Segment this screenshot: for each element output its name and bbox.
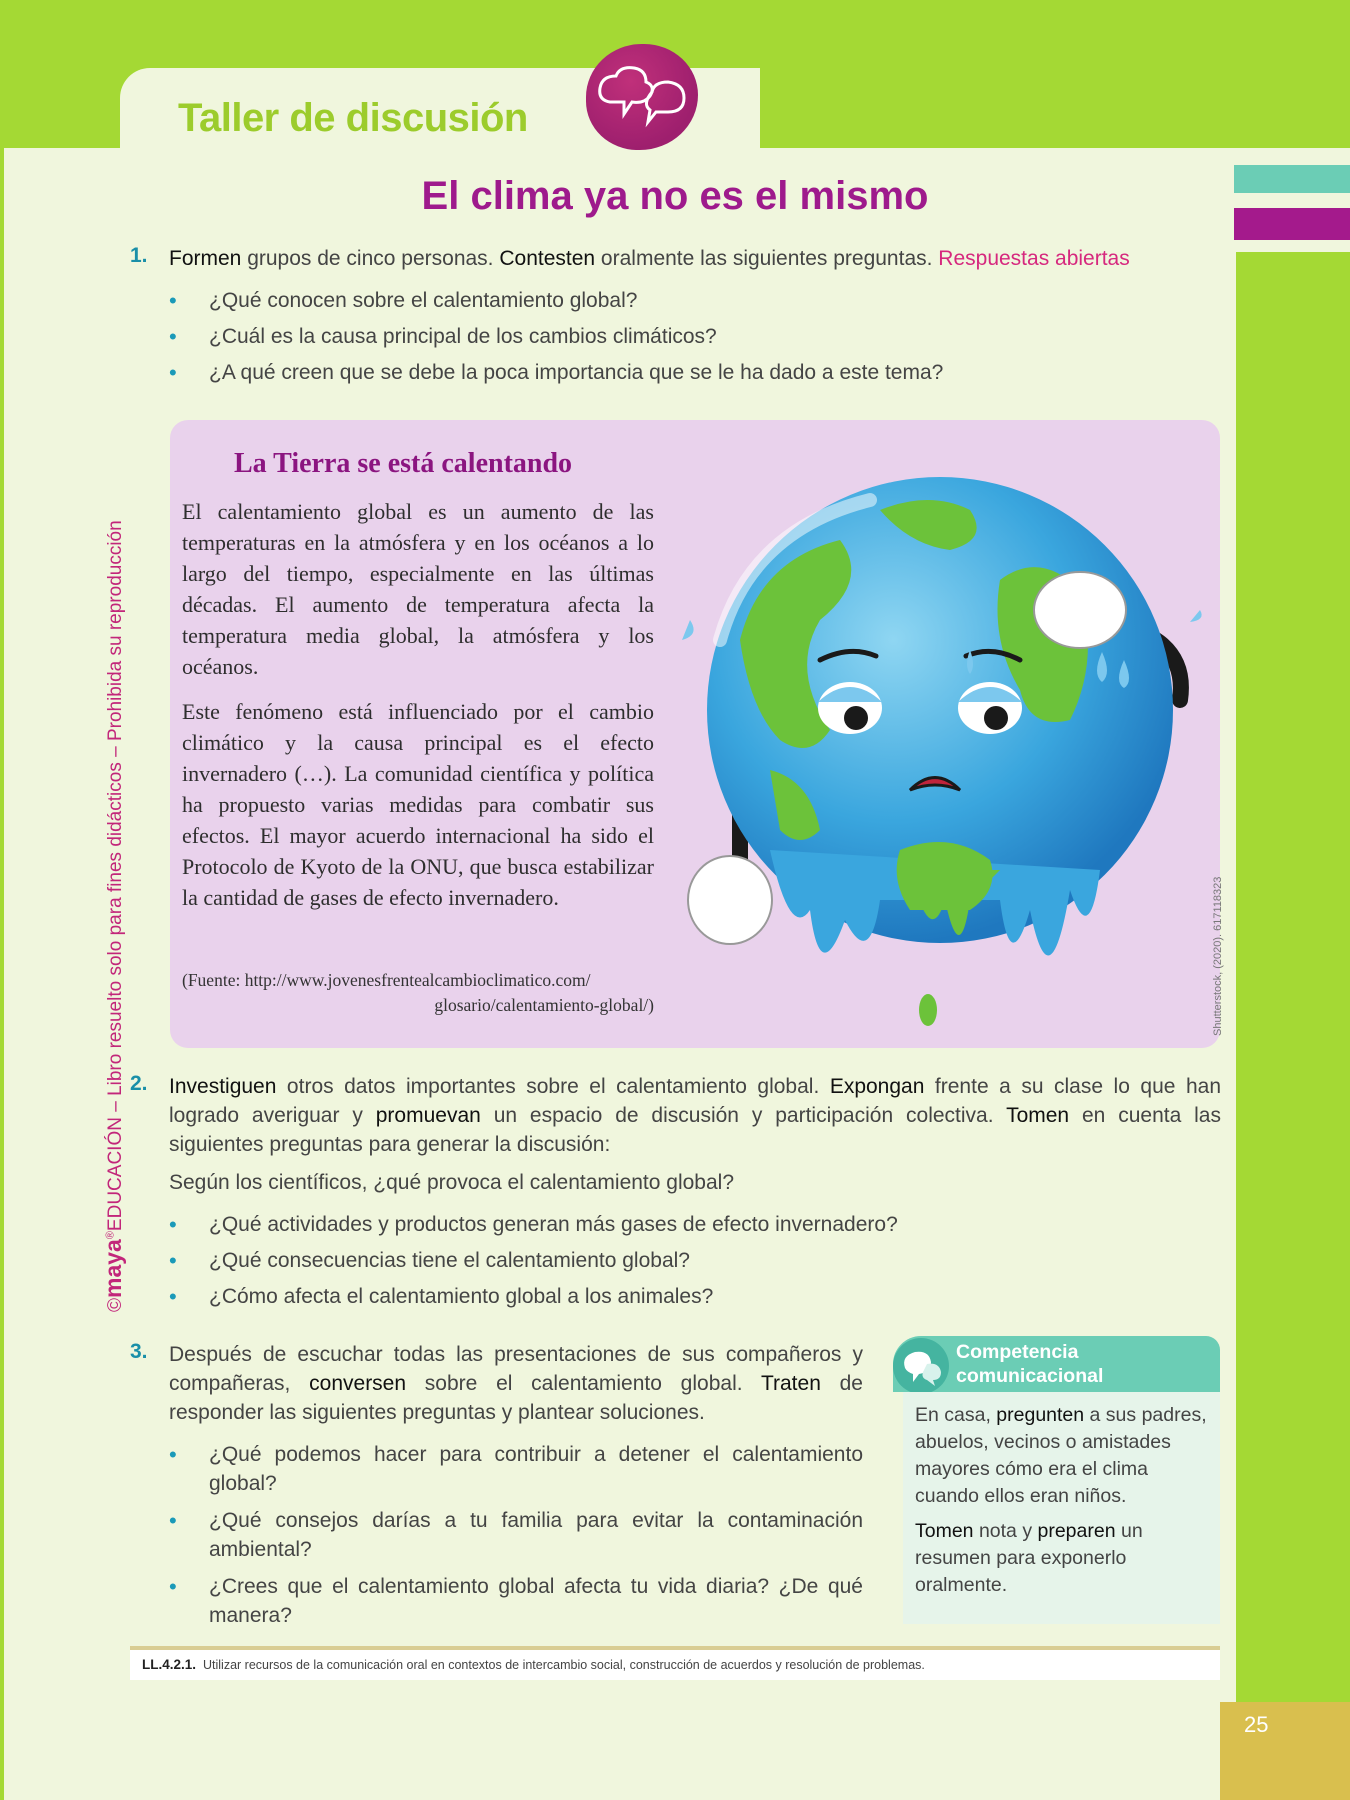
section-title: Taller de discusión [178,96,528,140]
footer-skill: LL.4.2.1. Utilizar recursos de la comunicación oral en contextos de intercambio social, construcción de acuerdos y resolución de problemas. [142,1657,925,1672]
activity-1-questions [169,286,1219,387]
page-number-box [1220,1702,1350,1800]
list-item: • ¿Cuál es la causa principal de los cambios climáticos? [169,322,1219,351]
activity-1-number: 1. [130,244,148,267]
copyright-vertical-text: ©maya®EDUCACIÓN – Libro resuelto solo para fines didácticos – Prohibida su reproducción [100,520,126,1312]
competencia-paragraph-2: Tomen nota y preparen un resumen para exponerlo oralmente. [915,1520,1143,1596]
competencia-title: Competencia comunicacional [956,1341,1104,1387]
activity-2-lead-question: Según los científicos, ¿qué provoca el calentamiento global? [169,1171,735,1194]
reading-paragraph-1: El calentamiento global es un aumento de las temperaturas en la atmósfera y en los océanos a lo largo del tiempo, especialmente en las últimas décadas. El aumento de temperatura afecta la temperatura media global, la atmósfera y los océanos. [182,499,654,679]
list-item: • ¿Crees que el calentamiento global afecta tu vida diaria? ¿De qué manera? [169,1572,863,1630]
list-item: • ¿Qué conocen sobre el calentamiento global? [169,286,1219,315]
activity-3-questions [169,1440,863,1630]
activity-3-instruction: Después de escuchar todas las presentaciones de sus compañeros y compañeras, conversen sobre el calentamiento global. Traten de responder las siguientes preguntas y plantear soluciones. [169,1343,863,1424]
list-item: • ¿Qué podemos hacer para contribuir a detener el calentamiento global? [169,1440,863,1498]
reading-title: La Tierra se está calentando [234,448,573,479]
activity-2-instruction: Investiguen otros datos importantes sobre el calentamiento global. Expongan frente a su clase lo que han logrado averiguar y promuevan un espacio de discusión y participación colectiva. Tomen en cuenta las siguientes preguntas para generar la discusión: [169,1075,1221,1156]
answer-note: Respuestas abiertas [938,247,1130,270]
right-green-bar [1236,252,1350,1702]
main-title: El clima ya no es el mismo [421,174,929,218]
reading-paragraph-2: Este fenómeno está influenciado por el cambio climático y la causa principal es el efecto invernadero (…). La comunidad científica y política ha propuesto varias medidas para combatir sus efectos. El mayor acuerdo internacional ha sido el Protocolo de Kyoto de la ONU, que busca estabilizar la cantidad de gases de efecto invernadero. [182,699,654,910]
activity-2-number: 2. [130,1072,148,1095]
image-credit: Shutterstock, (2020). 617118323 [1212,876,1224,1036]
reading-source: (Fuente: http://www.jovenesfrentealcambioclimatico.com/ glosario/calentamiento-global/) [182,970,654,1015]
list-item: • ¿Cómo afecta el calentamiento global a los animales? [169,1282,1219,1311]
list-item: • ¿Qué consejos darías a tu familia para evitar la contaminación ambiental? [169,1506,863,1564]
activity-2-questions [169,1210,1219,1311]
activity-3-number: 3. [130,1340,148,1363]
competencia-paragraph-1: En casa, pregunten a sus padres, abuelos, vecinos o amistades mayores cómo era el clima cuando ellos eran niños. [915,1404,1207,1507]
melting-earth-illustration [670,470,1210,1030]
list-item: • ¿Qué consecuencias tiene el calentamiento global? [169,1246,1219,1275]
page-number: 25 [1244,1712,1269,1737]
activity-1-instruction: Formen grupos de cinco personas. Contesten oralmente las siguientes preguntas. Respuestas abiertas [169,247,1130,270]
speech-bubbles-icon [893,1338,949,1394]
list-item: • ¿Qué actividades y productos generan más gases de efecto invernadero? [169,1210,1219,1239]
left-green-edge [0,0,4,1800]
list-item: • ¿A qué creen que se debe la poca importancia que se le ha dado a este tema? [169,358,1219,387]
